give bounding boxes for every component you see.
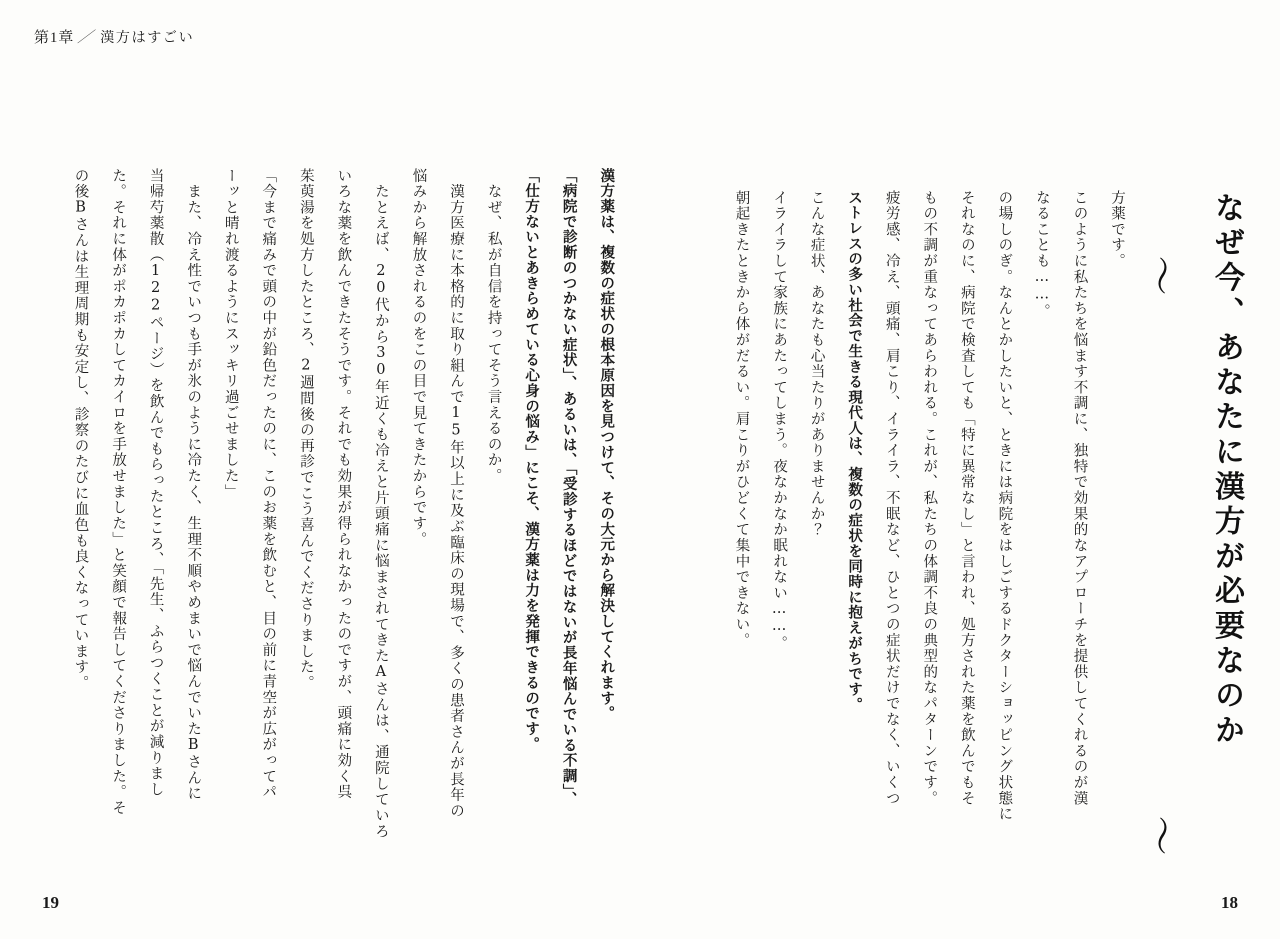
left-page-body [56, 168, 619, 898]
body-line: それなのに、病院で検査しても「特に異常なし」と言われ、処方された薬を飲んでもそ [958, 190, 975, 807]
body-line: 「今まで痛みで頭の中が鉛色だったのに、このお薬を飲むと、目の前に青空が広がってパ [260, 168, 277, 801]
body-line: た。それに体がポカポカしてカイロを手放せました」と笑顔で報告してくださりました。そ [110, 168, 127, 817]
chapter-number: 第1章 [34, 30, 75, 46]
running-head-separator: ／ [76, 30, 98, 46]
body-line: 茱萸湯を処方したところ、2週間後の再診でこう喜んでくださりました。 [297, 168, 314, 692]
page-number-left: 19 [42, 893, 59, 912]
page-gutter [640, 132, 641, 829]
body-line: もの不調が重なってあらわれる。これが、私たちの体調不良の典型的なパターンです。 [921, 190, 938, 807]
body-line: 悩みから解放されるのをこの目で見てきたからです。 [410, 168, 427, 548]
body-line: の後Bさんは生理周期も安定し、診察のたびに血色も良くなっています。 [72, 168, 89, 692]
running-head [34, 26, 194, 47]
body-line: 疲労感、冷え、頭痛、肩こり、イライラ、不眠など、ひとつの症状だけでなく、いくつ [883, 190, 900, 807]
body-line: なぜ、私が自信を持ってそう言えるのか。 [485, 168, 502, 485]
body-line: 漢方医療に本格的に取り組んで15年以上に及ぶ臨床の現場で、多くの患者さんが長年の [448, 168, 465, 820]
text-spread [0, 72, 1280, 879]
body-line: 朝起きたときから体がだるい。肩こりがひどくて集中できない。 [733, 190, 750, 649]
right-page-body [717, 190, 1130, 890]
body-line-emphasis: ストレスの多い社会で生きる現代人は、複数の症状を同時に抱えがちです。 [846, 190, 863, 713]
body-line: たとえば、20代から30年近くも冷えと片頭痛に悩まされてきたAさんは、通院していろ [372, 168, 389, 840]
body-line: の場しのぎ。なんとかしたいと、ときには病院をはしごするドクターショッピング状態に [996, 190, 1013, 823]
body-line: ーッと晴れ渡るようにスッキリ過ごせました」 [222, 168, 239, 500]
body-line: こんな症状、あなたも心当たりがありませんか？ [808, 190, 825, 538]
page-headline: なぜ今、あなたに漢方が必要なのか [1209, 192, 1244, 749]
chapter-title: 漢方はすごい [100, 30, 195, 46]
body-line: このように私たちを悩ます不調に、独特で効果的なアプローチを提供してくれるのが漢 [1071, 190, 1088, 807]
body-line: 方薬です。 [1109, 190, 1125, 270]
body-line-emphasis: 「病院で診断のつかない症状」、あるいは、「受診するほどではないが長年悩んでいる不調」、 [560, 168, 577, 808]
body-line-emphasis: 漢方薬は、複数の症状の根本原因を見つけて、その大元から解決してくれます。 [598, 168, 615, 722]
body-line: また、冷え性でいつも手が氷のように冷たく、生理不順やめまいで悩んでいたBさんに [185, 168, 202, 802]
body-line: なることも……。 [1033, 190, 1050, 320]
page-number-right: 18 [1221, 893, 1238, 912]
body-line-emphasis: 「仕方ないとあきらめている心身の悩み」にこそ、漢方薬は力を発揮できるのです。 [523, 168, 540, 753]
headline-bracket-bottom: 〜 [1137, 815, 1184, 856]
body-line: イライラして家族にあたってしまう。夜なかなか眠れない……。 [771, 190, 788, 652]
body-line: いろな薬を飲んできたそうです。それでも効果が得られなかったのですが、頭痛に効く呉 [335, 168, 352, 801]
headline-bracket-top: 〜 [1137, 255, 1184, 296]
body-line: 当帰芍薬散（122ページ）を飲んでもらったところ、「先生、ふらつくことが減りまし [147, 168, 164, 798]
